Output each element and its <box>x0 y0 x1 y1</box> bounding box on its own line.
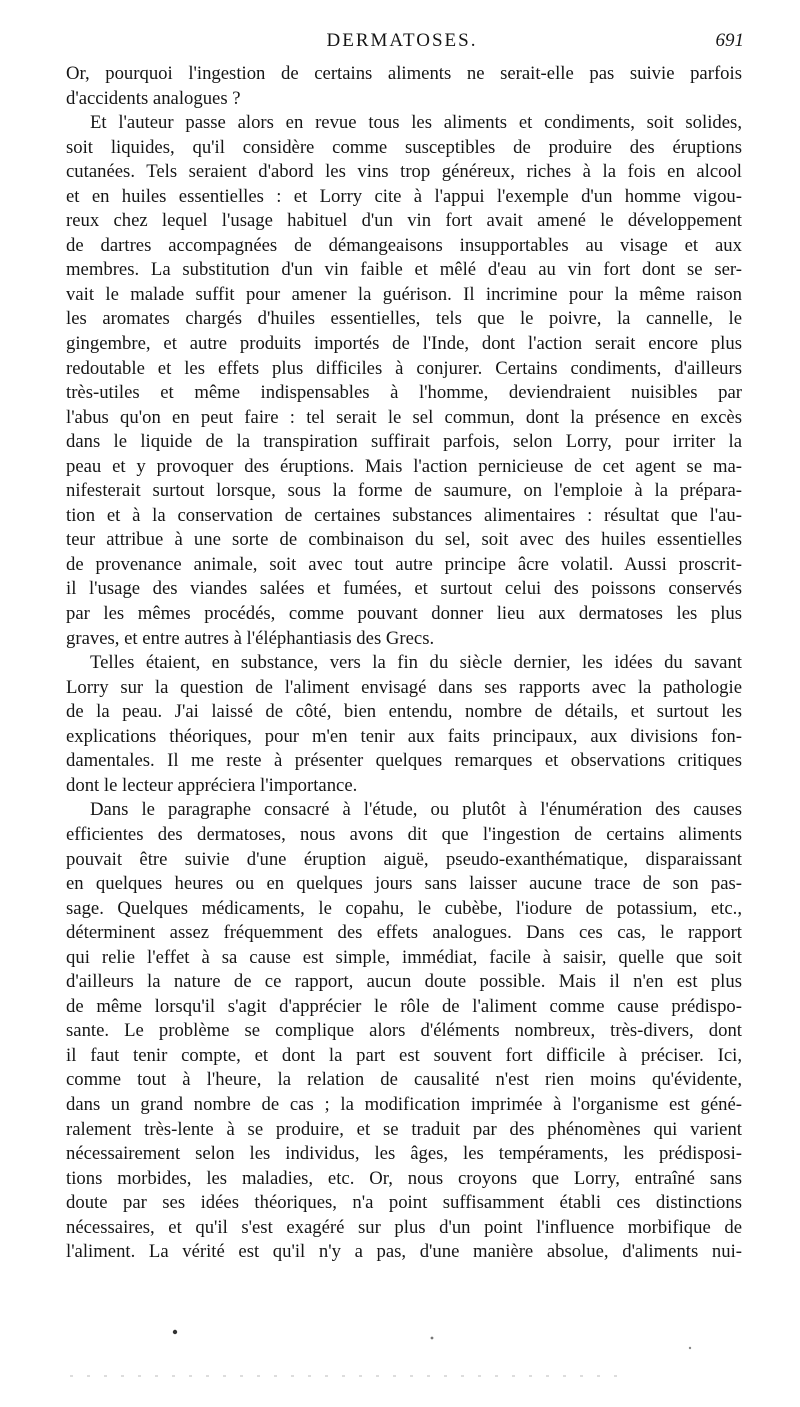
text-line: Et l'auteur passe alors en revue tous les aliments et condiments, soit solides, <box>90 112 742 134</box>
speck <box>173 1330 177 1334</box>
text-line: d'accidents analogues ? <box>66 87 241 109</box>
paragraph <box>66 111 742 651</box>
text-line: vait le malade suffit pour amener la guérison. Il incrimine pour la même raison <box>66 283 742 305</box>
text-line: de la peau. J'ai laissé de côté, bien entendu, nombre de détails, et surtout les <box>66 701 742 723</box>
text-line: de dartres accompagnées de démangeaisons insupportables au visage et aux <box>66 234 742 256</box>
speck <box>689 1347 691 1349</box>
text-line: gingembre, et autre produits importés de l'Inde, dont l'action serait encore plus <box>66 333 742 355</box>
text-line: explications théoriques, pour m'en tenir aux faits principaux, aux divisions fon- <box>66 725 742 747</box>
text-line: il l'usage des viandes salées et fumées, et surtout celui des poissons conservés <box>66 578 742 600</box>
text-line: très-utiles et même indispensables à l'homme, deviendraient nuisibles par <box>66 382 742 404</box>
text-line: reux chez lequel l'usage habituel d'un vin fort avait amené le développement <box>66 210 742 232</box>
text-line: par les mêmes procédés, comme pouvant donner lieu aux dermatoses les plus <box>66 603 742 625</box>
text-line: pouvait être suivie d'une éruption aiguë, pseudo-exanthématique, disparaissant <box>66 848 742 870</box>
text-line: Telles étaient, en substance, vers la fin du siècle dernier, les idées du savant <box>90 652 742 674</box>
text-line: efficientes des dermatoses, nous avons dit que l'ingestion de certains aliments <box>66 823 742 845</box>
text-line: l'abus qu'on en peut faire : tel serait le sel commun, dont la présence en excès <box>66 406 742 428</box>
paragraph <box>66 62 742 111</box>
text-line: de provenance animale, soit avec tout autre principe âcre volatil. Aussi proscrit- <box>66 553 742 575</box>
text-line: de même lorsqu'il s'agit d'apprécier le rôle de l'aliment comme cause prédispo- <box>66 995 742 1017</box>
text-line: teur attribue à une sorte de combinaison du sel, soit avec des huiles essentielles <box>66 529 742 551</box>
text-line: nécessairement selon les individus, les âges, les tempéraments, les prédisposi- <box>66 1143 742 1165</box>
text-line: l'aliment. La vérité est qu'il n'y a pas, d'une manière absolue, d'aliments nui- <box>66 1241 742 1263</box>
text-line: Or, pourquoi l'ingestion de certains aliments ne serait-elle pas suivie parfois <box>66 63 742 84</box>
body-text <box>66 62 742 1265</box>
text-line: soit liquides, qu'il considère comme susceptibles de produire des éruptions <box>66 136 742 158</box>
text-line: peau et y provoquer des éruptions. Mais l'action pernicieuse de cet agent se ma- <box>66 455 742 477</box>
text-line: nécessaires, et qu'il s'est exagéré sur plus d'un point l'influence morbifique de <box>66 1216 742 1238</box>
text-line: graves, et entre autres à l'éléphantiasis des Grecs. <box>66 627 435 649</box>
text-line: redoutable et les effets plus difficiles à conjurer. Certains condiments, d'ailleurs <box>66 357 742 379</box>
text-line: membres. La substitution d'un vin faible et mêlé d'eau au vin fort dont se ser- <box>66 259 742 281</box>
text-line: qui relie l'effet à sa cause est simple, immédiat, facile à saisir, quelle que soit <box>66 946 742 968</box>
text-line: il faut tenir compte, et dont la part est souvent fort difficile à préciser. Ici, <box>66 1044 742 1066</box>
text-line: sage. Quelques médicaments, le copahu, le cubèbe, l'iodure de potassium, etc., <box>66 897 742 919</box>
text-line: damentales. Il me reste à présenter quelques remarques et observations critiques <box>66 750 742 772</box>
paragraph <box>66 651 742 798</box>
speck <box>431 1337 434 1340</box>
text-line: nifesterait surtout lorsque, sous la forme de saumure, on l'emploie à la prépara- <box>66 480 742 502</box>
text-line: ralement très-lente à se produire, et se traduit par des phénomènes qui varient <box>66 1118 742 1140</box>
text-line: d'ailleurs la nature de ce rapport, aucun doute possible. Mais il n'en est plus <box>66 971 742 993</box>
text-line: tions morbides, les maladies, etc. Or, nous croyons que Lorry, entraîné sans <box>66 1167 742 1189</box>
text-line: déterminent assez fréquemment des effets analogues. Dans ces cas, le rapport <box>66 922 742 944</box>
page-number: 691 <box>715 30 744 51</box>
text-line: et en huiles essentielles : et Lorry cite à l'appui l'exemple d'un homme vigou- <box>66 185 742 207</box>
text-line: tion et à la conservation de certaines substances alimentaires : résultat que l'au- <box>66 504 742 526</box>
text-line: Lorry sur la question de l'aliment envisagé dans ses rapports avec la pathologie <box>66 676 742 698</box>
text-line: Dans le paragraphe consacré à l'étude, ou plutôt à l'énumération des causes <box>90 799 742 821</box>
running-title: DERMATOSES. <box>326 30 478 51</box>
text-line: cutanées. Tels seraient d'abord les vins trop généreux, riches à la fois en alcool <box>66 161 742 183</box>
text-line: comme tout à l'heure, la relation de causalité n'est rien moins qu'évidente, <box>66 1069 742 1091</box>
text-line: sante. Le problème se complique alors d'éléments nombreux, très-divers, dont <box>66 1020 742 1042</box>
text-line: dans le liquide de la transpiration suffirait parfois, selon Lorry, pour irriter la <box>66 431 742 453</box>
text-line: les aromates chargés d'huiles essentielles, tels que le poivre, la cannelle, le <box>66 308 742 330</box>
running-head <box>60 26 744 56</box>
text-line: en quelques heures ou en quelques jours sans laisser aucune trace de son pas- <box>66 873 742 895</box>
text-line: doute par ses idées théoriques, n'a point suffisamment établi ces distinctions <box>66 1192 742 1214</box>
text-line: dont le lecteur appréciera l'importance. <box>66 774 358 796</box>
scan-specks <box>0 1290 800 1390</box>
text-line: dans un grand nombre de cas ; la modification imprimée à l'organisme est géné- <box>66 1093 742 1115</box>
paragraph <box>66 798 742 1264</box>
